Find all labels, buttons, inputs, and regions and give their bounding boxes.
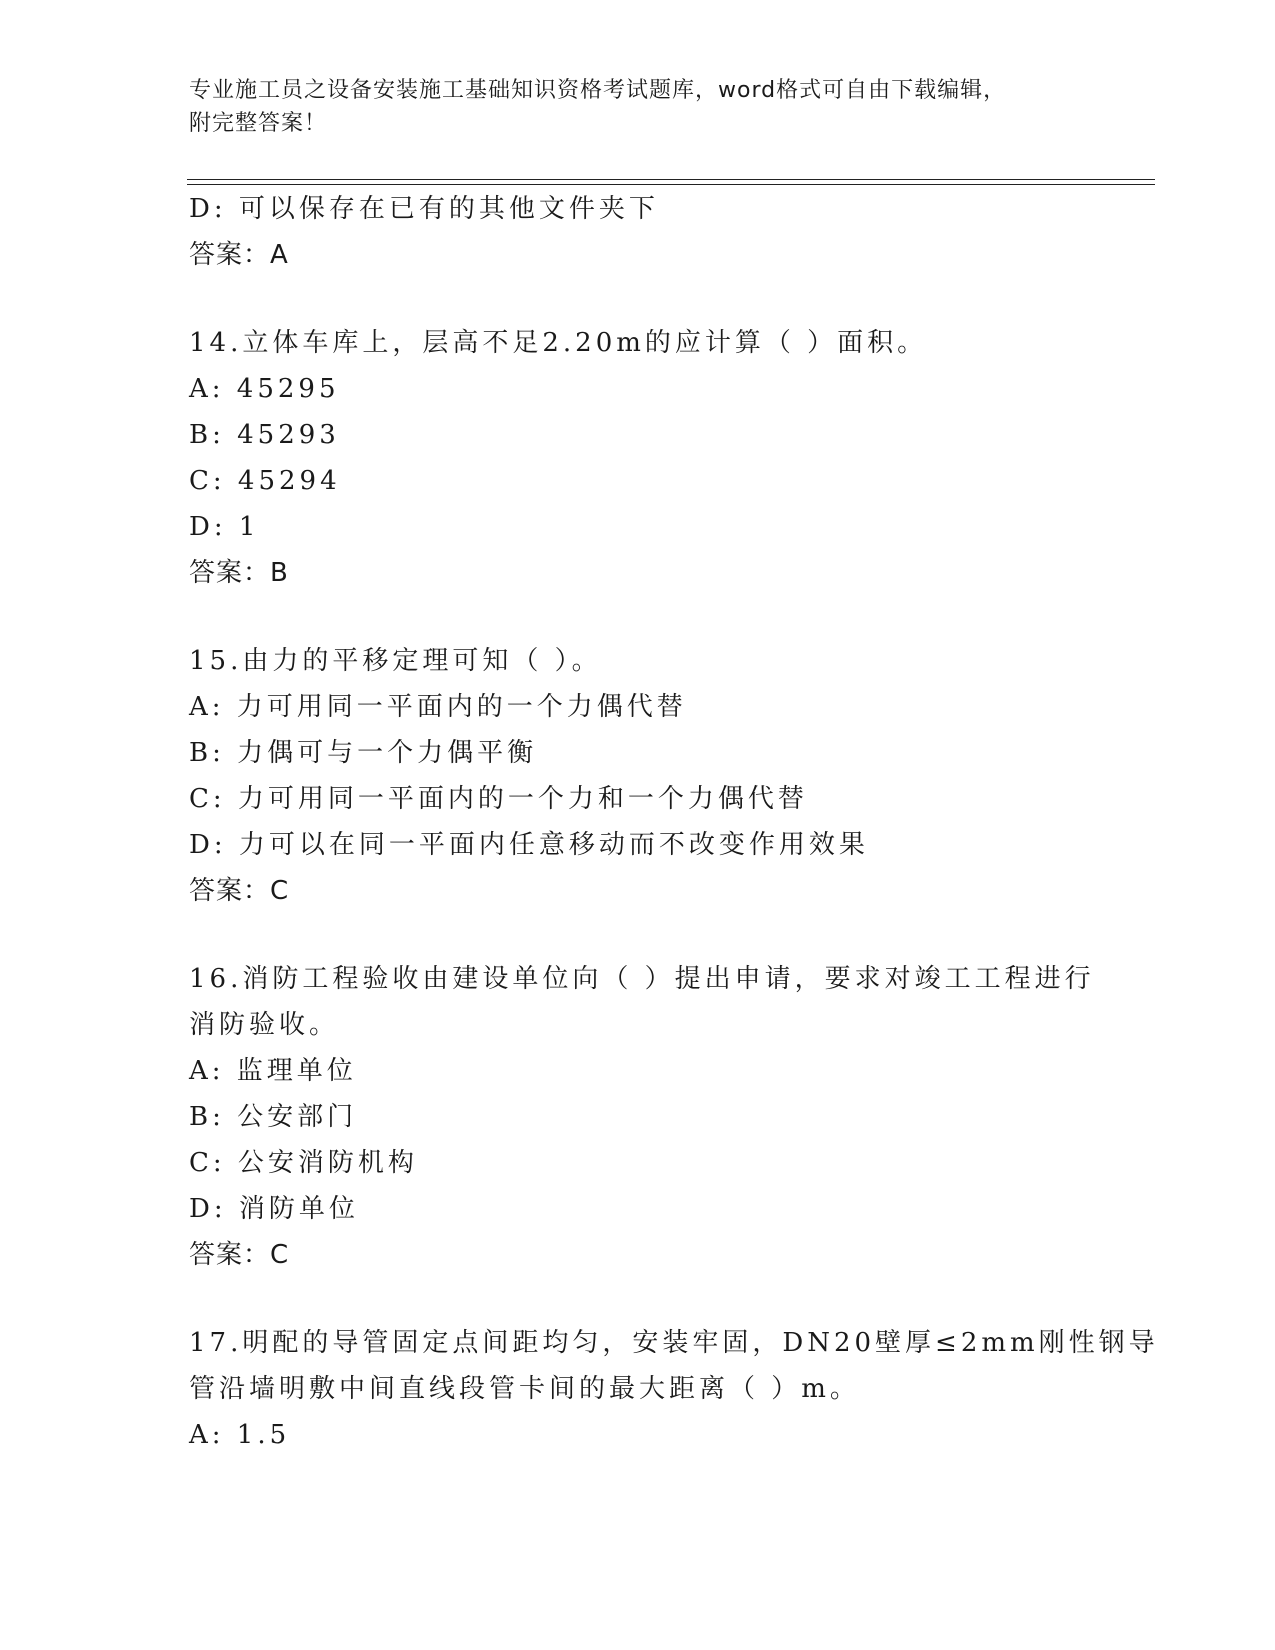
option-c: C: 力可用同一平面内的一个力和一个力偶代替 [189,784,808,814]
option-d: D: 可以保存在已有的其他文件夹下 [189,194,659,224]
question-block-17 [189,1320,1159,1458]
question-stem-line-2: 消防验收。 [189,1010,340,1040]
question-stem: 15.由力的平移定理可知（ ）。 [189,646,602,676]
option-a: A: 力可用同一平面内的一个力偶代替 [189,692,687,722]
answer-line: 答案：A [189,240,289,270]
question-stem: 14.立体车库上，层高不足2.20m的应计算（ ）面积。 [189,328,928,358]
header-divider-bottom [187,184,1155,185]
answer-line: 答案：C [189,1240,290,1270]
question-content [189,186,1159,1458]
option-d: D: 消防单位 [189,1194,359,1224]
question-stem-line-2: 管沿墙明敷中间直线段管卡间的最大距离（ ）m。 [189,1374,860,1404]
option-a: A: 1.5 [189,1420,291,1450]
option-b: B: 力偶可与一个力偶平衡 [189,738,538,768]
document-header [189,74,1089,140]
question-block-16 [189,956,1095,1278]
option-b: B: 公安部门 [189,1102,358,1132]
question-stem-line-1: 16.消防工程验收由建设单位向（ ）提出申请，要求对竣工工程进行 [189,964,1095,994]
answer-line: 答案：C [189,876,290,906]
header-divider-top [187,179,1155,180]
option-d: D: 1 [189,512,260,542]
question-block-14 [189,320,1089,596]
option-a: A: 45295 [189,374,340,404]
header-line-1: 专业施工员之设备安装施工基础知识资格考试题库，word格式可自由下载编辑， [189,78,1007,103]
option-b: B: 45293 [189,420,340,450]
question-stem-line-1: 17.明配的导管固定点间距均匀，安装牢固，DN20壁厚≤2mm刚性钢导 [189,1328,1159,1358]
answer-line: 答案：B [189,558,289,588]
option-a: A: 监理单位 [189,1056,357,1086]
question-block-15 [189,638,1089,914]
option-c: C: 公安消防机构 [189,1148,418,1178]
option-d: D: 力可以在同一平面内任意移动而不改变作用效果 [189,830,869,860]
option-c: C: 45294 [189,466,341,496]
header-line-2: 附完整答案！ [189,111,328,136]
